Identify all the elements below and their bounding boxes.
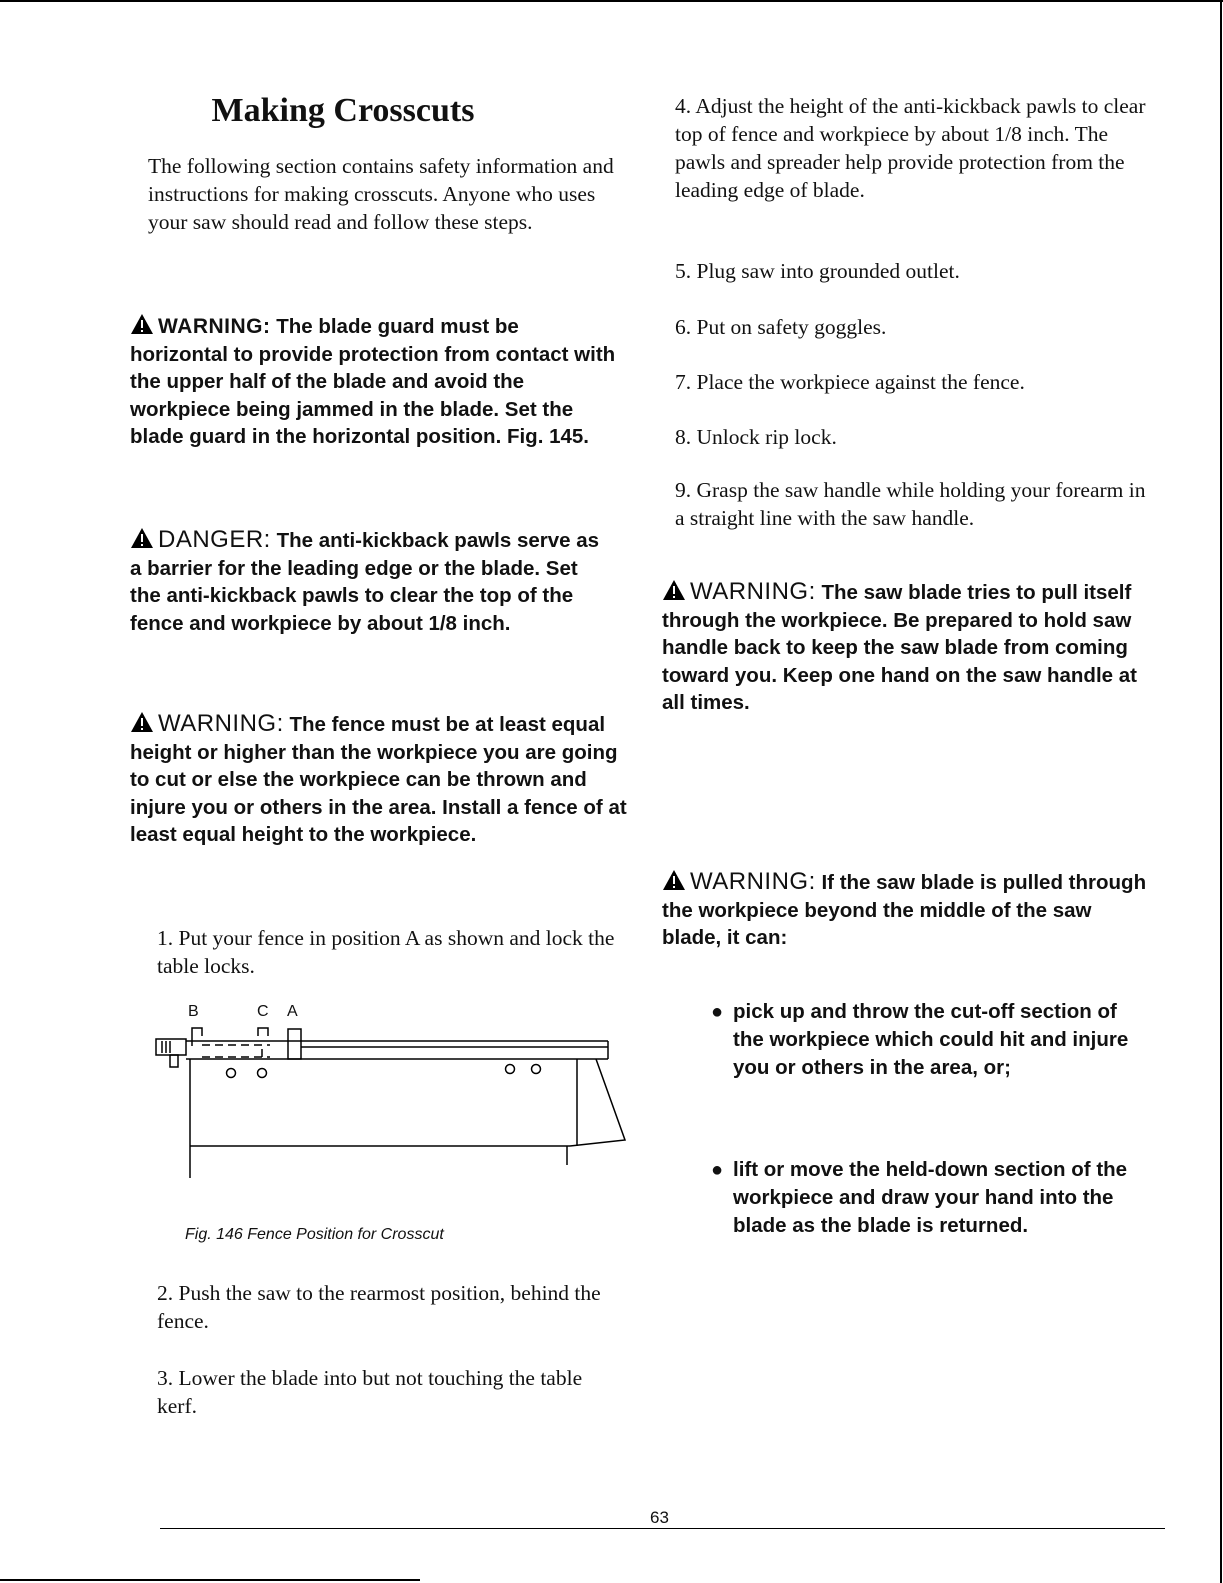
step-8: 8. Unlock rip lock. (675, 425, 837, 449)
step-5: 5. Plug saw into grounded outlet. (675, 259, 960, 283)
warning-label: WARNING: (690, 868, 816, 895)
warning-text: The fence must be at least equal height or higher than the workpiece you are going to cut or else the workpiece can be thrown and injure you or others in the area. Install a fence of at least equal height to the workpiece. (130, 713, 627, 846)
page-title: Making Crosscuts (211, 92, 475, 129)
bullet-text: lift or move the held-down section of the workpiece and draw your hand into the blade as the blade is returned. (733, 1158, 1128, 1237)
step-3: 3. Lower the blade into but not touching the table kerf. (157, 1366, 583, 1418)
danger-text: The anti-kickback pawls serve as a barrier for the leading edge or the blade. Set the anti-kickback pawls to clear the top of the fence and workpiece by about 1/8 inch. (130, 529, 600, 635)
page-number: 63 (650, 1508, 669, 1527)
intro-paragraph: The following section contains safety information and instructions for making crosscuts. Anyone who uses your saw should read and follow these steps. (148, 154, 614, 234)
figure-label-b: B (188, 1003, 199, 1020)
warning-saw-pull (662, 578, 1152, 717)
step-1: 1. Put your fence in position A as shown and lock the table locks. (157, 926, 615, 978)
danger-label: DANGER: (158, 526, 271, 553)
warning-text: If the saw blade is pulled through the workpiece beyond the middle of the saw blade, it can: (662, 871, 1147, 949)
warning-label: WARNING: (158, 315, 271, 338)
step-4: 4. Adjust the height of the anti-kickback pawls to clear top of fence and workpiece by about 1/8 inch. The pawls and spreader help provide protection from the leading edge of blade. (675, 94, 1146, 202)
figure-caption: Fig. 146 Fence Position for Crosscut (185, 1226, 444, 1243)
warning-triangle-icon (130, 313, 154, 335)
list-item (711, 998, 1133, 1082)
bullet-text: pick up and throw the cut-off section of the workpiece which could hit and injure you or others in the area, or; (733, 1000, 1129, 1079)
step-9: 9. Grasp the saw handle while holding your forearm in a straight line with the saw handle. (675, 478, 1146, 530)
danger-anti-kickback (130, 526, 610, 637)
step-7: 7. Place the workpiece against the fence. (675, 370, 1025, 394)
warning-fence-height (130, 710, 630, 849)
fence-position-figure (150, 1000, 630, 1185)
bullet-dot-icon: ● (711, 1159, 724, 1181)
warning-triangle-icon (130, 527, 154, 549)
warning-label: WARNING: (690, 578, 816, 605)
step-6: 6. Put on safety goggles. (675, 315, 887, 339)
warning-triangle-icon (662, 579, 686, 601)
step-2: 2. Push the saw to the rearmost position, behind the fence. (157, 1281, 601, 1333)
warning-text: The blade guard must be horizontal to provide protection from contact with the upper half of the blade and avoid the workpiece being jammed in the blade. Set the blade guard in the horizontal position. Fig. 145. (130, 315, 616, 448)
page-border-bottom (0, 1579, 420, 1581)
page-border-top (0, 0, 1223, 2)
bullet-dot-icon: ● (711, 1001, 724, 1023)
warning-blade-guard (130, 313, 620, 451)
warning-triangle-icon (130, 711, 154, 733)
figure-label-a: A (287, 1003, 298, 1020)
footer-rule (160, 1528, 1165, 1529)
warning-triangle-icon (662, 869, 686, 891)
saw-table-diagram (150, 1000, 630, 1185)
list-item (711, 1156, 1133, 1240)
figure-label-c: C (257, 1003, 269, 1020)
warning-text: The saw blade tries to pull itself through the workpiece. Be prepared to hold saw handle back to keep the saw blade from coming toward you. Keep one hand on the saw handle at all times. (662, 581, 1137, 714)
warning-label: WARNING: (158, 710, 284, 737)
page-border-right (1220, 0, 1222, 1583)
warning-pulled-through (662, 868, 1152, 952)
